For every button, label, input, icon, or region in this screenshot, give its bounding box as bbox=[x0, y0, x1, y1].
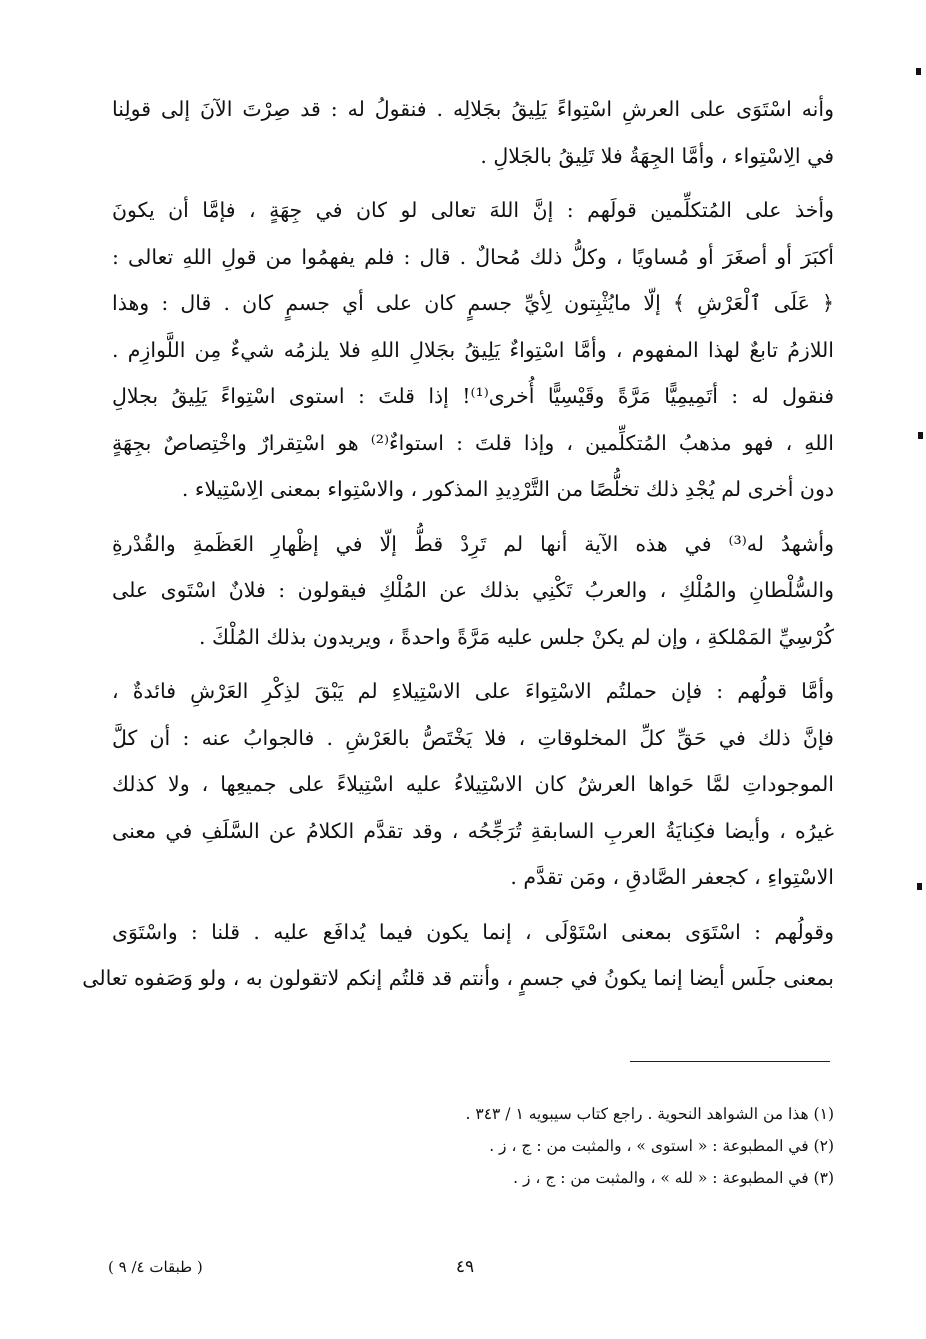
text-line: الموجوداتِ لمَّا حَواها العرشُ كان الاسْتِيلاءُ عليه اسْتِيلاءً على جميعِها ، ولا كذلك bbox=[112, 772, 834, 796]
text-line: اللازمُ تابعٌ لهذا المفهوم ، وأمَّا اسْتِواءٌ يَلِيقُ بجَلالِ اللهِ فلا يلزمُه شيءٌ مِن اللَّوازِم . bbox=[112, 337, 834, 362]
footnote: (٣) في المطبوعة : « لله » ، والمثبت من : ج ، ز . bbox=[513, 1169, 834, 1187]
footnote-separator bbox=[630, 1061, 830, 1062]
margin-mark bbox=[916, 68, 921, 75]
text-line: ﴿ عَلَى ٱلْعَرْشِ ﴾ إلّا مايُثْبِتون لِأيِّ جسمٍ كان على أي جسمٍ كان . قال : وهذا bbox=[112, 291, 834, 315]
text-line: فإنَّ ذلك في حَقِّ كلِّ المخلوقاتِ ، فلا يَخْتَصُّ بالعَرْشِ . فالجوابُ عنه : أن كلَّ bbox=[112, 725, 834, 750]
main-text bbox=[82, 86, 834, 1002]
text-line: وقولُهم : اسْتَوَى بمعنى اسْتَوْلَى ، إنما يكون فيما يُدافَع عليه . قلنا : واسْتَوَى bbox=[112, 919, 834, 944]
margin-mark bbox=[918, 432, 923, 439]
margin-mark bbox=[917, 883, 922, 890]
text-line: وأمَّا قولُهم : فإن حملتُم الاسْتِواءَ على الاسْتِيلاءِ لم يَبْقَ لذِكْرِ العَرْشِ فائدةٌ ، bbox=[112, 679, 834, 703]
text-line: اللهِ ، فهو مذهبُ المُتكلِّمين ، وإذا قلتَ : استواءٌ⁽²⁾ هو اسْتِقرارٌ واخْتِصاصٌ بجِهَةٍ bbox=[112, 430, 834, 455]
text-line: في الِاسْتِواء ، وأمَّا الجِهَةُ فلا تَلِيقُ بالجَلالِ . bbox=[480, 143, 834, 168]
footnote: (٢) في المطبوعة : « استوى » ، والمثبت من : ج ، ز . bbox=[489, 1137, 834, 1155]
text-line: كُرْسِيِّ المَمْلكةِ ، وإن لم يكنْ جلس عليه مَرَّةً واحدةً ، ويريدون بذلك المُلْكَ . bbox=[199, 624, 834, 649]
text-line: بمعنى جلَس أيضا إنما يكونُ في جسمٍ ، وأنتم قد قلتُم إنكم لاتقولون به ، ولو وَصَفوه تعالى bbox=[82, 966, 834, 990]
text-line: غيرُه ، وأيضا فكِنايَةُ العربِ السابقةِ تُرَجِّحُه ، وقد تقدَّم الكلامُ عن السَّلَفِ في معنى bbox=[112, 818, 834, 843]
text-line: فنقول له : أتَمِيمِيًّا مَرَّةً وقَيْسِيًّا أُخرى⁽¹⁾! إذا قلتَ : استوى اسْتِواءً يَلِيقُ بجلالِ bbox=[112, 384, 834, 408]
page-number: ٤٩ bbox=[455, 1257, 475, 1277]
text-line: وأخذ على المُتكلِّمين قولَهم : إنَّ اللهَ تعالى لو كان في جِهَةٍ ، فإمَّا أن يكونَ bbox=[112, 198, 834, 222]
text-line: وأشهدُ له⁽³⁾ في هذه الآية أنها لم تَرِدْ قطُّ إلّا في إظْهارِ العَظَمةِ والقُدْرةِ bbox=[112, 531, 834, 556]
text-line: أكبَرَ أو أصغَرَ أو مُساويًا ، وكلُّ ذلك مُحالٌ . قال : فلم يفهمُوا من قولِ اللهِ تعالى : bbox=[112, 244, 834, 269]
footnotes bbox=[300, 1098, 834, 1194]
printer-signature: ( طبقات ٤/ ٩ ) bbox=[108, 1258, 203, 1276]
text-line: وأنه اسْتَوَى على العرشِ اسْتِواءً يَلِيقُ بجَلالِه . فنقولُ له : قد صِرْتَ الآنَ إلى قولِنا bbox=[112, 97, 834, 121]
text-line: دون أخرى لم يُجْدِ ذلك تخلُّصًا من التَّرْدِيدِ المذكور ، والاسْتِواء بمعنى الِاسْتِيلاء . bbox=[181, 477, 834, 501]
footnote: (١) هذا من الشواهد النحوية . راجع كتاب سيبويه ١ / ٣٤٣ . bbox=[465, 1105, 834, 1123]
text-line: الاسْتِواءِ ، كجعفر الصَّادقِ ، ومَن تقدَّم . bbox=[510, 865, 834, 889]
text-line: والسُّلْطانِ والمُلْكِ ، والعربُ تَكْنِي بذلك عن المُلْكِ فيقولون : فلانٌ اسْتَوى على bbox=[112, 578, 834, 602]
